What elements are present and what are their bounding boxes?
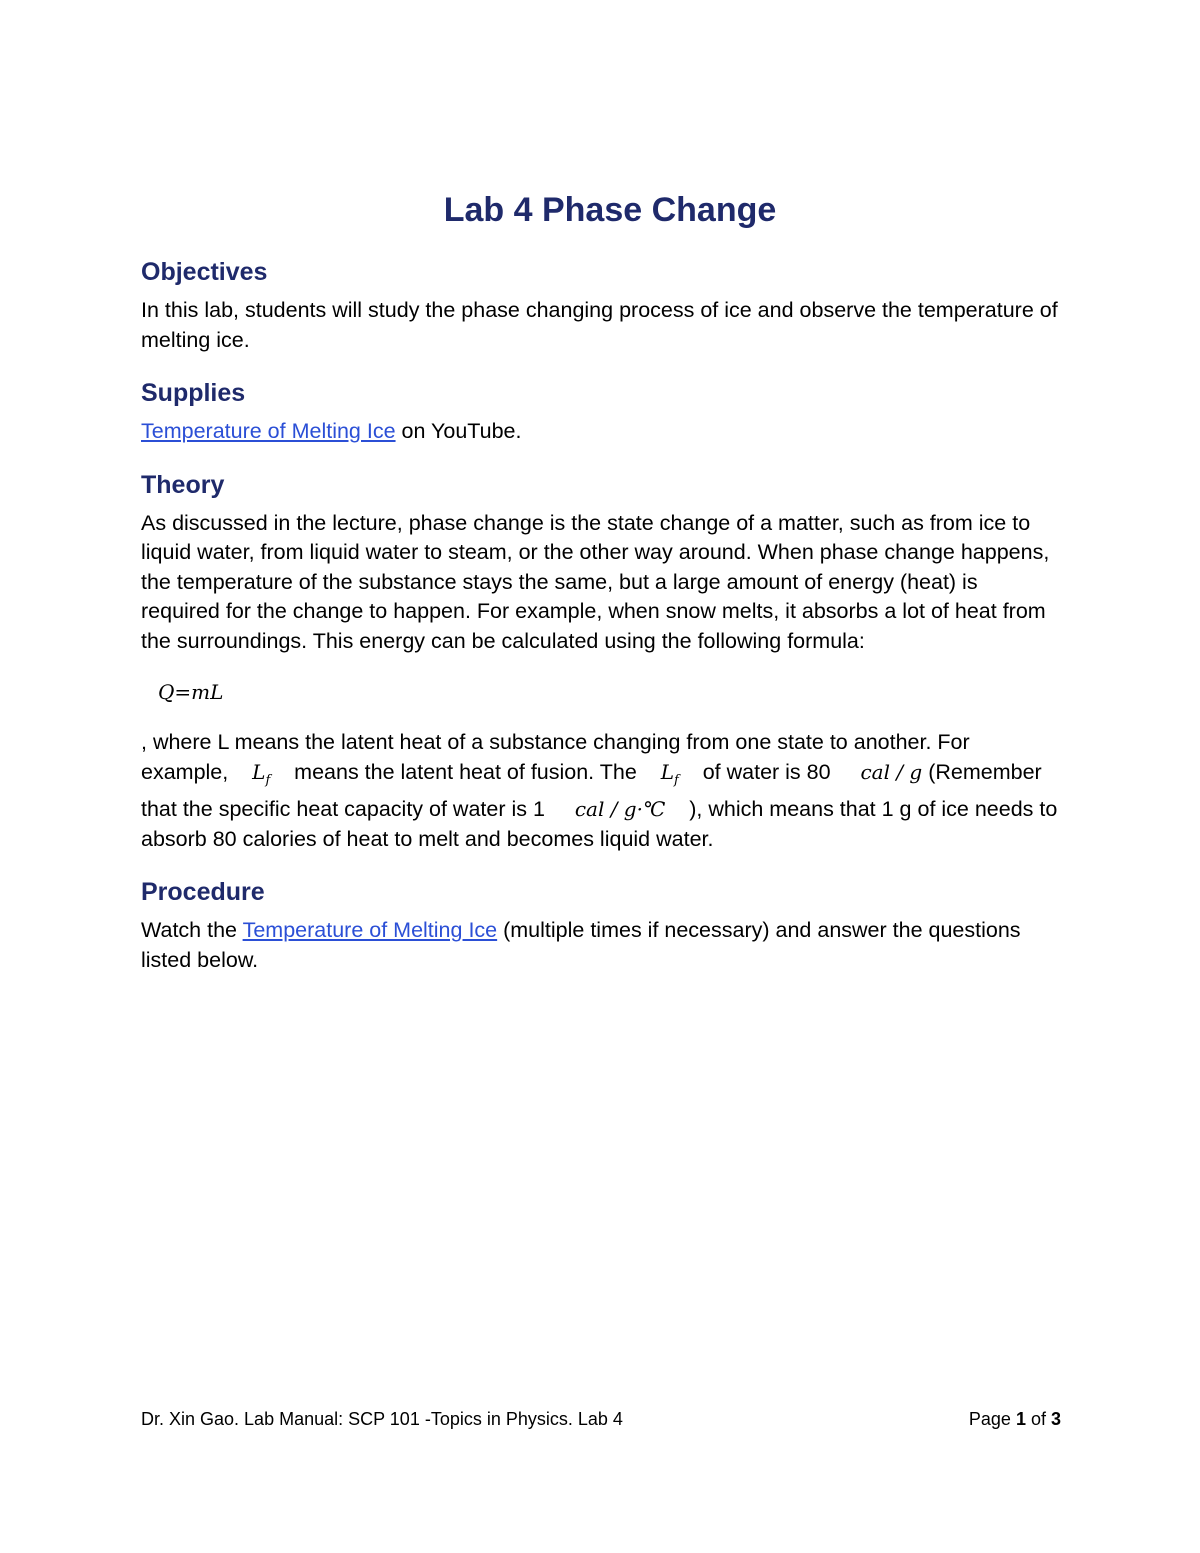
explain-part-3: of water is 80 xyxy=(702,759,831,784)
supplies-video-link[interactable]: Temperature of Melting Ice xyxy=(141,419,396,443)
lf-letter: L xyxy=(252,759,266,784)
theory-explanation xyxy=(141,728,1061,854)
page-number xyxy=(969,1406,1061,1432)
supplies-after-link: on YouTube. xyxy=(395,419,522,443)
explain-part-5: ), which means that 1 g of ice needs to absorb 80 calories of heat to melt and becomes liquid water. xyxy=(141,797,1058,851)
footer-citation: Dr. Xin Gao. Lab Manual: SCP 101 -Topics in Physics. Lab 4 xyxy=(141,1409,623,1429)
procedure-before-link: Watch the xyxy=(141,918,243,942)
procedure-heading: Procedure xyxy=(141,878,265,906)
supplies-text xyxy=(141,417,1061,447)
lf-subscript: f xyxy=(265,772,271,788)
explain-part-2: means the latent heat of fusion. The xyxy=(294,759,637,784)
page-title: Lab 4 Phase Change xyxy=(443,191,777,229)
procedure-video-link[interactable]: Temperature of Melting Ice xyxy=(242,918,498,942)
page-label: Page xyxy=(968,1409,1016,1429)
theory-heading: Theory xyxy=(141,470,225,499)
lf-letter-2: L xyxy=(660,759,674,784)
formula-q-mL: Q=mL xyxy=(158,680,224,704)
formula xyxy=(141,676,1061,708)
lf-symbol-2 xyxy=(660,759,679,788)
unit-cal-per-g: cal / g xyxy=(860,759,923,784)
lf-subscript-2: f xyxy=(673,772,679,788)
explain-part-1: , where L means the latent heat of a substance changing from one state to another. For example, xyxy=(141,730,970,784)
page-of: of xyxy=(1025,1409,1051,1429)
procedure-text xyxy=(141,916,1061,975)
objectives-text: In this lab, students will study the phase changing process of ice and observe the temperature of melting ice. xyxy=(141,298,1058,352)
objectives-heading: Objectives xyxy=(141,258,268,286)
lf-symbol xyxy=(252,759,271,788)
page-total: 3 xyxy=(1050,1409,1061,1429)
supplies-heading: Supplies xyxy=(141,379,246,407)
theory-text: As discussed in the lecture, phase change is the state change of a matter, such as from ice to liquid water, from liquid water to steam, or the other way around. When phase change happens, the temperature of the substance stays the same, but a large amount of energy (heat) is required for the change to happen. For example, when snow melts, it absorbs a lot of heat from the surroundings. This energy can be calculated using the following formula: xyxy=(141,510,1050,653)
document-body xyxy=(141,188,1061,975)
explain-part-4: (Remember that the specific heat capacity of water is 1 xyxy=(141,759,1042,821)
page-current: 1 xyxy=(1015,1409,1026,1429)
unit-cal-per-g-degc: cal / g·℃ xyxy=(574,797,666,821)
procedure-after-link: (multiple times if necessary) and answer the questions listed below. xyxy=(141,918,1021,972)
